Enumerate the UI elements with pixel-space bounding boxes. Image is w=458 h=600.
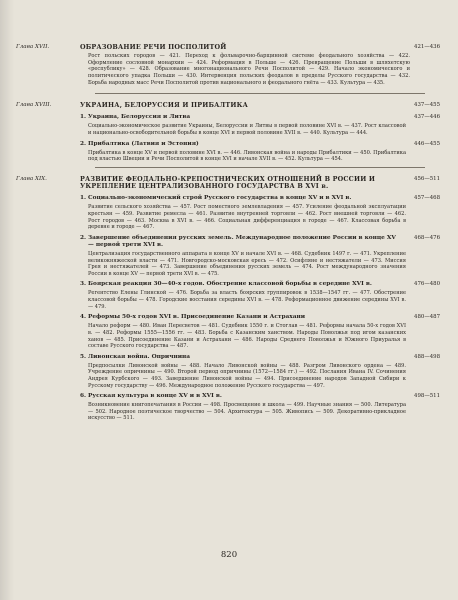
section-list <box>80 114 440 163</box>
chapter-label: Глава XIX. <box>16 175 47 182</box>
chapter-xviii <box>16 101 440 163</box>
section-heading <box>80 114 440 121</box>
section-pages: 498—511 <box>414 393 440 400</box>
chapter-title: РАЗВИТИЕ ФЕОДАЛЬНО-КРЕПОСТНИЧЕСКИХ ОТНОШЕНИЙ В РОССИИ И УКРЕПЛЕНИЕ ЦЕНТРАЛИЗОВАННОГО ГОСУДАРСТВА В XVI в. <box>80 174 376 191</box>
section-title: Социально-экономический строй Русского государства в конце XV и в XVI в. <box>88 195 352 202</box>
chapter-xvii <box>16 43 440 86</box>
chapter-pages: 437—455 <box>414 102 440 109</box>
section-heading <box>80 314 440 321</box>
chapter-label: Глава XVII. <box>16 44 50 50</box>
section-item <box>80 354 440 389</box>
section-pages: 480—487 <box>414 314 440 321</box>
section-summary: Социально-экономическое развитие Украины, Белоруссии и Литвы в первой половине XVI в. — 437. Рост классовой и национально-освободительной борьбы в конце XVI и первой половине XVII в. — 440. Культура — 444. <box>88 123 406 137</box>
section-item <box>80 195 440 230</box>
section-pages: 457—468 <box>414 195 440 202</box>
section-pages: 476—480 <box>414 281 440 288</box>
section-title: Боярская реакция 30—40-х годов. Обострение классовой борьбы в середине XVI в. <box>88 281 372 288</box>
chapter-title: УКРАИНА, БЕЛОРУССИЯ И ПРИБАЛТИКА <box>80 101 249 110</box>
section-pages: 468—476 <box>414 234 440 241</box>
section-title: Прибалтика (Латвия и Эстония) <box>88 140 199 147</box>
section-item <box>80 141 440 163</box>
section-number: 5. <box>80 353 87 360</box>
section-pages: 446—455 <box>414 140 440 147</box>
section-item <box>80 114 440 136</box>
section-summary: Прибалтика в конце XV и первой половине XVI в. — 446. Ливонская война и народы Прибалтики — 450. Прибалтика под властью Швеции и Речи Посполитой в конце XVI и начале XVII в. — 452. Культура — 454. <box>88 149 406 163</box>
section-list <box>80 195 440 422</box>
section-pages: 437—446 <box>414 114 440 121</box>
section-heading <box>80 281 440 288</box>
section-heading <box>80 393 440 400</box>
section-title: Русская культура в конце XV и в XVI в. <box>88 393 222 400</box>
section-summary: Начало реформ — 480. Иван Пересветов — 481. Судебник 1550 г. и Стоглав — 481. Реформы начала 50-х годов XVI в. — 482. Реформы 1555—1556 гг. — 483. Борьба с Казанским ханством. Народы Поволжья под игом казанских ханов — 485. Присоединение Казани и Астрахани — 486. Народы Среднего Поволжья и Южного Приуралья в составе Русского государства — 487. <box>88 323 406 350</box>
section-summary: Предпосылки Ливонской войны — 488. Начало Ливонской войны — 488. Разгром Ливонского ордена — 489. Учреждение опричнины — 490. Второй период опричнины (1572—1584 гг.) — 492. Послания Ивана IV. Сочинения Андрея Курбского — 493. Завершение Ливонской войны — 494. Присоединение народов Западной Сибири к Русскому государству — 496. Международное положение Русского государства — 497. <box>88 362 406 389</box>
section-number: 1. <box>80 114 87 121</box>
divider <box>95 167 425 168</box>
divider <box>95 93 425 94</box>
section-number: 6. <box>80 393 87 400</box>
chapter-pages: 456—511 <box>414 175 440 182</box>
section-title: Ливонская война. Опричнина <box>88 353 190 360</box>
section-title: Завершение объединения русских земель. Международное положение России в конце XV — первой трети XVI в. <box>88 234 396 248</box>
chapter-title: ОБРАЗОВАНИЕ РЕЧИ ПОСПОЛИТОЙ <box>80 43 227 51</box>
chapter-pages: 421—436 <box>414 44 440 50</box>
section-summary: Развитие сельского хозяйства — 457. Рост поместного землевладения — 457. Усиление феодальной эксплуатации крестьян — 459. Развитие ремесла — 461. Развитие внутренней торговли — 462. Рост внешней торговли — 462. Рост городов — 463. Москва в XVI в. — 466. Социальная дифференциация в городе — 467. Классовая борьба в деревне и городе — 467. <box>88 204 406 231</box>
section-summary: Регентство Елены Глинской — 476. Борьба за власть боярских группировок в 1538—1547 гг. — 477. Обострение классовой борьбы — 478. Городские восстания середины XVI в. — 478. Реформационное движение середины XVI в. — 479. <box>88 290 406 310</box>
chapter-summary: Рост польских городов — 421. Переход к фольварочно-барщинной системе феодального хозяйства — 422. Оформление сословной монархии — 424. Реформация в Польше — 426. Превращение Польши в шляхетскую «республику» — 428. Образование многонационального Речи Посполитой — 429. Начало экономического и политического упадка Польши — 430. Интервенция польских феодалов в пределы Русского государства — 432. Борьба народных масс Речи Посполитой против национального и феодального гнёта — 433. Культура — 435. <box>88 53 410 86</box>
section-number: 1. <box>80 195 87 202</box>
section-number: 2. <box>80 234 87 241</box>
section-pages: 488—498 <box>414 353 440 360</box>
section-title: Реформы 50-х годов XVI в. Присоединение Казани и Астрахани <box>88 314 306 321</box>
section-item <box>80 393 440 422</box>
section-title: Украина, Белоруссия и Литва <box>88 114 191 121</box>
section-heading <box>80 235 440 249</box>
section-item <box>80 314 440 349</box>
chapter-xix <box>16 174 440 422</box>
section-item <box>80 281 440 310</box>
section-item <box>80 235 440 278</box>
section-number: 2. <box>80 140 87 147</box>
section-heading <box>80 141 440 148</box>
section-summary: Возникновение книгопечатания в России — 498. Просвещение и школа — 499. Научные знания — 500. Литература — 502. Народное поэтическое творчество — 504. Архитектура — 505. Живопись — 509. Декоративно-прикладное искусство — 511. <box>88 402 406 422</box>
section-heading <box>80 195 440 202</box>
page-number: 820 <box>220 550 238 560</box>
chapter-label: Глава XVIII. <box>16 102 52 109</box>
section-summary: Централизация государственного аппарата в конце XV и начале XVI в. — 468. Судебник 1497 г. — 471. Укрепление великокняжеской власти — 471. Новгородско-московская ересь — 472. Осифляне и нестяжатели — 473. Миссия Грея и нестяжателей — 473. Завершение объединения русских земель — 474. Рост международного значения России в конце XV — первой трети XVI в. — 475. <box>88 251 406 277</box>
section-number: 4. <box>80 314 87 321</box>
section-number: 3. <box>80 281 87 288</box>
section-heading <box>80 354 440 361</box>
